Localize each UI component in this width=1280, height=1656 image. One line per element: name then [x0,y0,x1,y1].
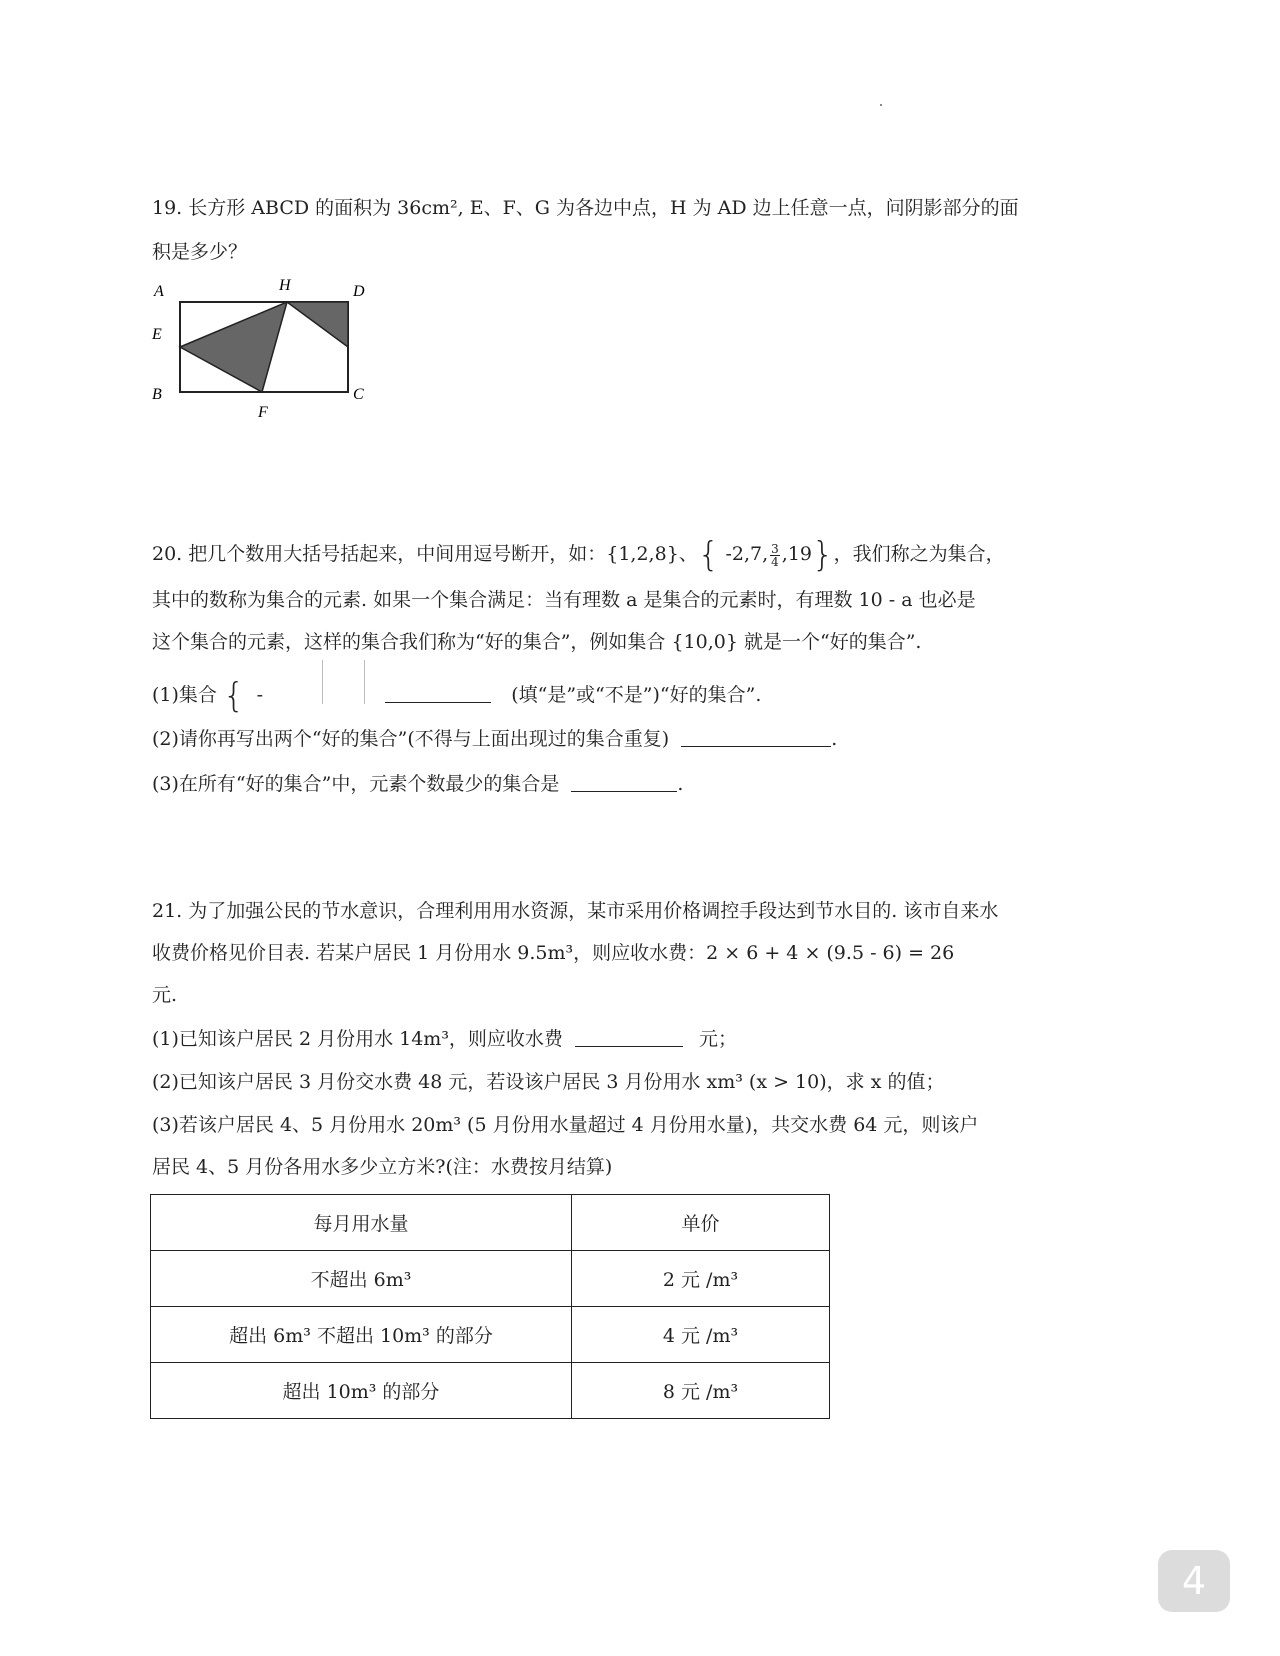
table-row [151,1251,830,1307]
q21-part3-line2: 居民 4、5 月份各用水多少立方米?(注：水费按月结算) [152,1156,613,1178]
q20-part1 [152,676,761,716]
fraction-three-quarters [770,543,780,568]
q20-text-line2: 其中的数称为集合的元素. 如果一个集合满足：当有理数 a 是集合的元素时，有理数 10 - a 也必是 [152,589,976,611]
q20-p3: (3)在所有“好的集合”中，元素个数最少的集合是 [152,773,560,795]
q21-part3-line1: (3)若该户居民 4、5 月份用水 20m³ (5 月份用水量超过 4 月份用水量)，共交水费 64 元，则该户 [152,1114,979,1136]
table-header-usage: 每月用水量 [151,1195,572,1251]
q20-part3 [152,769,683,796]
q20-text-line3: 这个集合的元素，这样的集合我们称为“好的集合”，例如集合 {10,0} 就是一个“好的集合”. [152,631,922,653]
q20-p2-answer-blank[interactable] [681,728,831,747]
table-cell-price: 4 元 /m³ [572,1307,830,1363]
brace-open: { [222,676,245,716]
brace-close: } [812,535,834,575]
q19-text-line1: 19. 长方形 ABCD 的面积为 36cm², E、F、G 为各边中点，H 为 AD 边上任意一点，问阴影部分的面 [152,197,1019,219]
q21-p1-answer-blank[interactable] [575,1028,683,1047]
q21-p1-pre: (1)已知该户居民 2 月份用水 14m³，则应收水费 [152,1028,563,1050]
q20-p1-answer-blank[interactable] [385,684,491,703]
q20-p1-pre: (1)集合 [152,684,217,706]
table-cell-usage: 超出 6m³ 不超出 10m³ 的部分 [151,1307,572,1363]
table-cell-usage: 不超出 6m³ [151,1251,572,1307]
table-header-row [151,1195,830,1251]
label-b: B [152,386,162,403]
q20-line1-pre: 20. 把几个数用大括号括起来，中间用逗号断开，如：{1,2,8}、 [152,543,698,565]
q20-p3-answer-blank[interactable] [571,773,677,792]
table-row [151,1363,830,1419]
q19-text-line2: 积是多少？ [152,241,248,263]
table-cell-usage: 超出 10m³ 的部分 [151,1363,572,1419]
shaded-triangle-ehf [180,302,287,392]
table-cell-price: 8 元 /m³ [572,1363,830,1419]
q21-text-line1: 21. 为了加强公民的节水意识，合理利用用水资源，某市采用价格调控手段达到节水目的. 该市自来水 [152,900,999,922]
q20-part2 [152,724,837,751]
brace-open: { [697,535,720,575]
q21-p1-post: 元； [699,1028,738,1050]
table-cell-price: 2 元 /m³ [572,1251,830,1307]
q20-p2: (2)请你再写出两个“好的集合”(不得与上面出现过的集合重复) [152,728,670,750]
q21-part1 [152,1024,737,1051]
scan-artifact-bar [364,660,365,704]
q20-p3-end: . [677,773,684,795]
q20-p1-dash: - [256,684,264,706]
label-a: A [154,283,164,300]
label-c: C [353,386,364,403]
q20-p1-post: (填“是”或“不是”)“好的集合”. [511,684,762,706]
label-h: H [279,277,291,294]
label-e: E [152,326,162,343]
q20-line1-post: ，我们称之为集合， [833,543,1005,565]
q21-part2: (2)已知该户居民 3 月份交水费 48 元，若设该户居民 3 月份用水 xm³ (x > 10)，求 x 的值； [152,1071,945,1093]
table-header-price: 单价 [572,1195,830,1251]
label-f: F [258,404,268,421]
table-row [151,1307,830,1363]
page-number-badge: 4 [1158,1550,1230,1612]
q20-text-line1 [152,535,1005,575]
q20-set-a: -2,7, [725,543,769,565]
q21-text-line3: 元. [152,984,178,1006]
frac-denominator: 4 [771,554,779,569]
frac-numerator: 3 [771,541,779,556]
scan-artifact-bar [322,660,323,704]
shaded-triangle-hdg [287,302,348,347]
q20-set-b: ,19 [781,543,813,565]
label-d: D [353,283,365,300]
scan-dot [880,104,882,106]
q20-p2-end: . [831,728,838,750]
water-price-table [150,1194,830,1419]
q19-rectangle-figure [148,276,388,422]
q21-text-line2: 收费价格见价目表. 若某户居民 1 月份用水 9.5m³，则应收水费：2 × 6 + 4 × (9.5 - 6) = 26 [152,942,955,964]
